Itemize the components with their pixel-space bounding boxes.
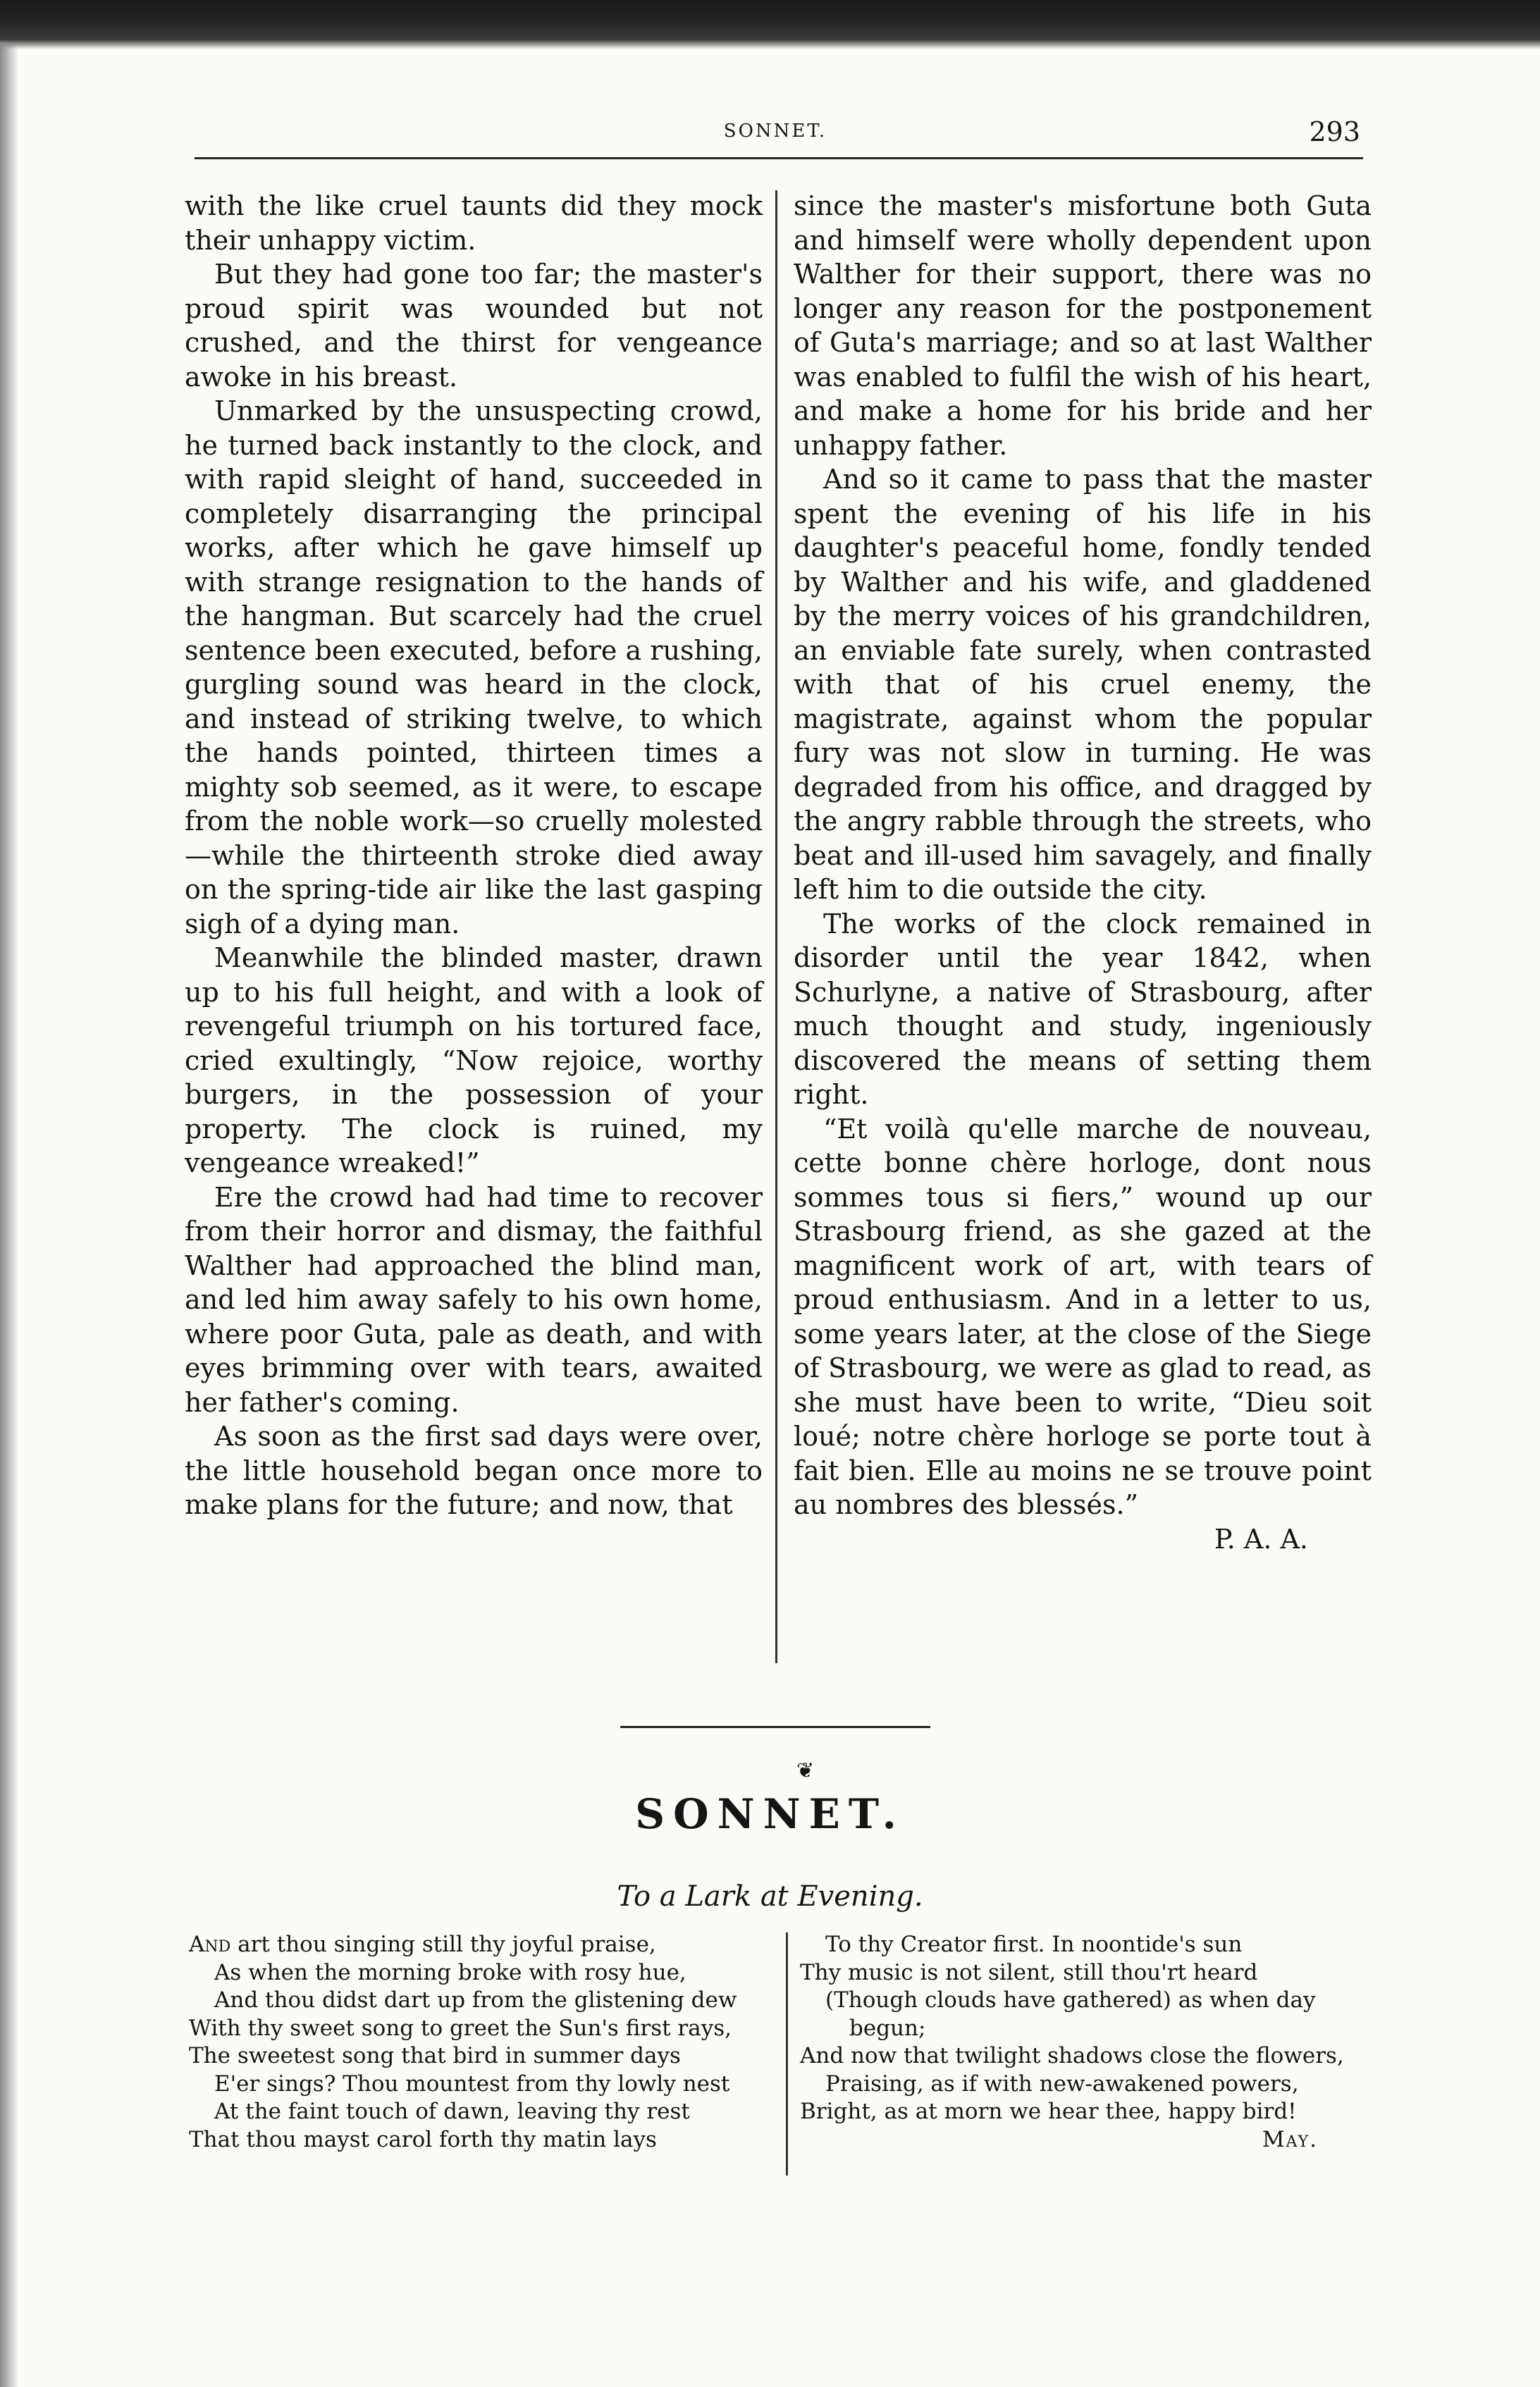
poem-line: As when the morning broke with rosy hue, — [214, 1959, 686, 1985]
poem-line: At the faint touch of dawn, leaving thy rest — [214, 2099, 690, 2124]
article-paragraph: The works of the clock remained in disorder until the year 1842, when Schurlyne, a native of Strasbourg, after much thought and study, ingeniously discovered the means of setting them right. — [794, 908, 1372, 1110]
scan-top-edge — [0, 0, 1540, 49]
article-paragraph: Meanwhile the blinded master, drawn up to his full height, and with a look of revengeful triumph on his tortured face, cried exultingly, “Now rejoice, worthy burgers, in the possession of your property. The clock is ruined, my vengeance wreaked!” — [185, 942, 763, 1178]
fleuron-ornament: ❦ — [796, 1758, 815, 1783]
poem-line: To thy Creator first. In noontide's sun — [825, 1932, 1243, 1957]
header-rule — [195, 157, 1363, 159]
poem-left-column — [189, 1931, 767, 2154]
poem-right-column — [800, 1931, 1357, 2154]
poem-line: Thy music is not silent, still thou'rt heard — [800, 1959, 1258, 1985]
article-paragraph: Unmarked by the unsuspecting crowd, he turned back instantly to the clock, and with rapid sleight of hand, succeeded in completely disarranging the principal works, after which he gave himself up with strange resignation to the hands of the hangman. But scarcely had the cruel sentence been executed, before a rushing, gurgling sound was heard in the clock, and instead of striking twelve, to which the hands pointed, thirteen times a mighty sob seemed, as it were, to escape from the noble work—so cruelly molested—while the thirteenth stroke died away on the spring-tide air like the last gasping sigh of a dying man. — [185, 395, 763, 939]
article-paragraph: As soon as the first sad days were over, the little household began once more to make plans for the future; and now, that — [185, 1421, 763, 1520]
article-signature: P. A. A. — [1214, 1523, 1308, 1555]
poem-line: (Though clouds have gathered) as when day — [825, 1987, 1316, 2013]
article-paragraph: with the like cruel taunts did they mock their unhappy victim. — [185, 190, 763, 256]
poem-line: begun; — [849, 2015, 926, 2041]
sonnet-subtitle: To a Lark at Evening. — [617, 1880, 923, 1913]
article-paragraph: And so it came to pass that the master spent the evening of his life in his daughter's peaceful home, fondly tended by Walther and his wife, and gladdened by the merry voices of his grandchildren, an enviable fate surely, when contrasted with that of his cruel enemy, the magistrate, against whom the popular fury was not slow in turning. He was degraded from his office, and dragged by the angry rabble through the streets, who beat and ill-used him savagely, and finally left him to die outside the city. — [794, 464, 1372, 905]
sonnet-title: SONNET. — [635, 1790, 905, 1838]
page-number: 293 — [1309, 116, 1360, 147]
section-rule — [620, 1726, 930, 1728]
poem-line: That thou mayst carol forth thy matin lays — [189, 2126, 657, 2152]
poem-line: And now that twilight shadows close the flowers, — [800, 2043, 1344, 2068]
poem-line: The sweetest song that bird in summer days — [189, 2043, 681, 2068]
poem-initial-word: And — [189, 1932, 231, 1957]
poem-line — [189, 1931, 767, 1959]
poem-column-divider — [786, 1932, 788, 2176]
poem-line: With thy sweet song to greet the Sun's first rays, — [189, 2015, 732, 2041]
article-right-column — [794, 189, 1372, 1556]
poem-line: Bright, as at morn we hear thee, happy bird! — [800, 2099, 1297, 2124]
article-paragraph: But they had gone too far; the master's proud spirit was wounded but not crushed, and the thirst for vengeance awoke in his breast. — [185, 259, 763, 393]
poem-line: Praising, as if with new-awakened powers, — [825, 2071, 1299, 2097]
poem-line: And thou didst dart up from the glistening dew — [214, 1987, 737, 2013]
article-paragraph: since the master's misfortune both Guta and himself were wholly dependent upon Walther for their support, there was no longer any reason for the postponement of Guta's marriage; and so at last Walther was enabled to fulfil the wish of his heart, and make a home for his bride and her unhappy father. — [794, 190, 1372, 461]
poem-line: E'er sings? Thou mountest from thy lowly nest — [214, 2071, 730, 2097]
article-left-column — [185, 189, 763, 1522]
scan-left-edge — [0, 42, 18, 2387]
article-paragraph: Ere the crowd had had time to recover from their horror and dismay, the faithful Walther had approached the blind man, and led him away safely to his own home, where poor Guta, pale as death, and with eyes brimming over with tears, awaited her father's coming. — [185, 1181, 763, 1418]
page-header — [190, 116, 1360, 152]
running-title: SONNET. — [723, 121, 827, 142]
column-divider — [775, 190, 777, 1663]
poem-line-text: art thou singing still thy joyful praise, — [230, 1932, 656, 1957]
article-paragraph: “Et voilà qu'elle marche de nouveau, cette bonne chère horloge, dont nous sommes tous si fiers,” wound up our Strasbourg friend, as she gazed at the magnificent work of art, with tears of proud enthusiasm. And in a letter to us, some years later, at the close of the Siege of Strasbourg, we were as glad to read, as she must have been to write, “Dieu soit loué; notre chère horloge se porte tout à fait bien. Elle au moins ne se trouve point au nombres des blessés.” — [794, 1113, 1372, 1520]
poem-signature: May. — [1262, 2126, 1318, 2152]
